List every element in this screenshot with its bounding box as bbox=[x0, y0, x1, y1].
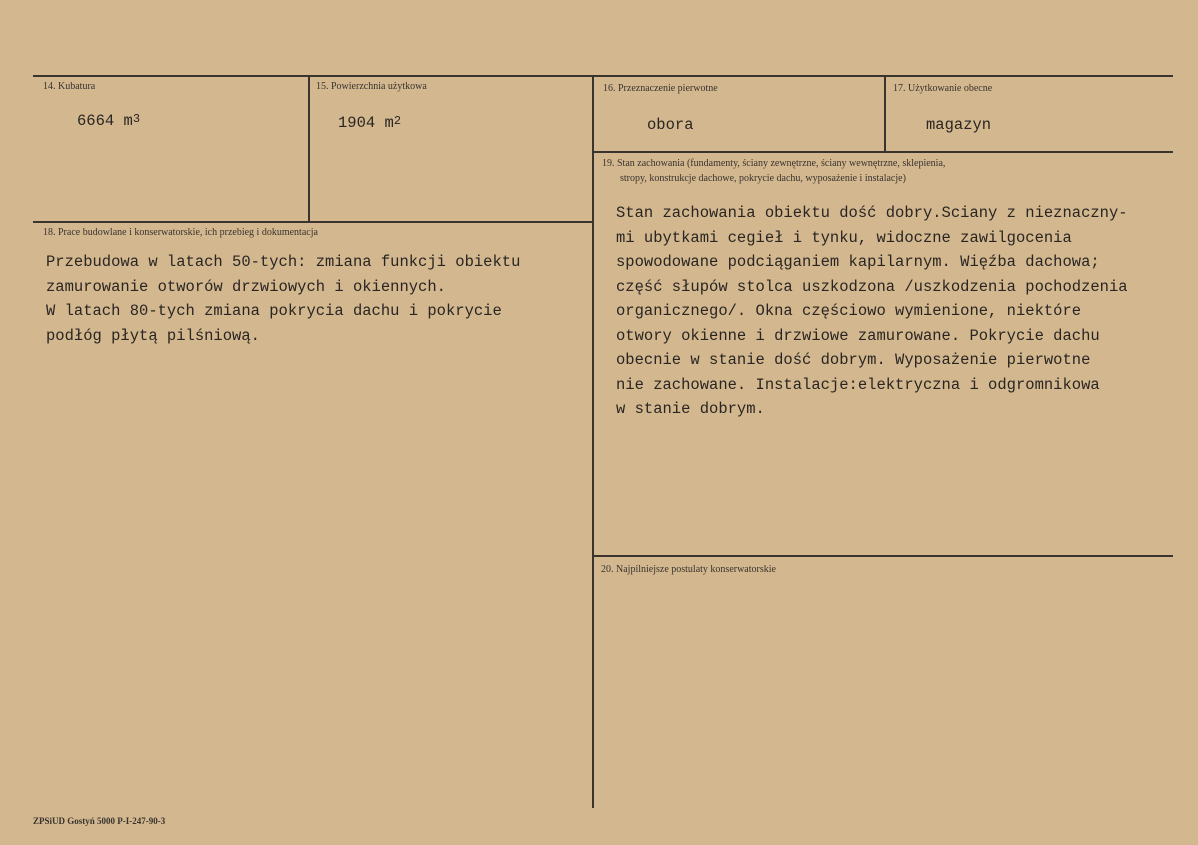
field-18-line: Przebudowa w latach 50-tych: zmiana funkcji obiektu bbox=[46, 253, 521, 271]
field-18-label: 18. Prace budowlane i konserwatorskie, ich przebieg i dokumentacja bbox=[43, 227, 318, 238]
printer-imprint: ZPSiUD Gostyń 5000 P-I-247-90-3 bbox=[33, 816, 166, 826]
field-15-label: 15. Powierzchnia użytkowa bbox=[316, 81, 427, 92]
field-19-label-line2: stropy, konstrukcje dachowe, pokrycie dachu, wyposażenie i instalacje) bbox=[620, 173, 906, 184]
field-20-label: 20. Najpilniejsze postulaty konserwatorskie bbox=[601, 564, 776, 575]
field-14-number: 6664 bbox=[77, 112, 115, 130]
field-16-label: 16. Przeznaczenie pierwotne bbox=[603, 83, 718, 94]
field-15-unit: m bbox=[384, 114, 394, 132]
field-19-line: spowodowane podciąganiem kapilarnym. Więźba dachowa; bbox=[616, 253, 1100, 271]
field-15-number: 1904 bbox=[338, 114, 376, 132]
top-rule bbox=[33, 75, 1173, 77]
field-17-value: magazyn bbox=[926, 116, 992, 134]
field-15-exponent: 2 bbox=[393, 114, 402, 128]
field-18-text bbox=[46, 250, 520, 348]
field-16-value: obora bbox=[647, 116, 694, 134]
field-19-line: mi ubytkami cegieł i tynku, widoczne zawilgocenia bbox=[616, 228, 1072, 247]
field-18-line: podłóg płytą pilśniową. bbox=[46, 326, 260, 345]
field-18-line: zamurowanie otworów drzwiowych i okiennych. bbox=[46, 277, 446, 296]
field-19-line: otwory okienne i drzwiowe zamurowane. Pokrycie dachu bbox=[616, 326, 1100, 345]
rule-under-16-17 bbox=[592, 151, 1173, 153]
field-19-text bbox=[616, 201, 1128, 422]
field-17-label: 17. Użytkowanie obecne bbox=[893, 83, 993, 94]
field-15-value bbox=[338, 114, 401, 132]
field-19-line: nie zachowane. Instalacje:elektryczna i odgromnikowa bbox=[616, 375, 1100, 394]
rule-under-14-15 bbox=[33, 221, 593, 223]
field-19-line: część słupów stolca uszkodzona /uszkodzenia pochodzenia bbox=[616, 277, 1128, 296]
field-19-label-line1: 19. Stan zachowania (fundamenty, ściany zewnętrzne, ściany wewnętrzne, sklepienia, bbox=[602, 158, 946, 169]
field-19-line: w stanie dobrym. bbox=[616, 400, 765, 418]
divider-14-15 bbox=[308, 75, 310, 221]
field-14-label: 14. Kubatura bbox=[43, 81, 96, 92]
field-14-exponent: 3 bbox=[132, 112, 141, 126]
field-19-line: obecnie w stanie dość dobrym. Wyposażenie pierwotne bbox=[616, 351, 1091, 369]
divider-main bbox=[592, 75, 594, 808]
field-19-line: organicznego/. Okna częściowo wymienione, niektóre bbox=[616, 302, 1082, 320]
field-19-line: Stan zachowania obiektu dość dobry.Sciany z nieznaczny- bbox=[616, 204, 1128, 222]
field-18-line: W latach 80-tych zmiana pokrycia dachu i pokrycie bbox=[46, 302, 502, 320]
field-14-unit: m bbox=[123, 112, 133, 130]
field-14-value bbox=[77, 112, 140, 130]
divider-16-17 bbox=[884, 75, 886, 151]
rule-above-20 bbox=[592, 555, 1173, 557]
